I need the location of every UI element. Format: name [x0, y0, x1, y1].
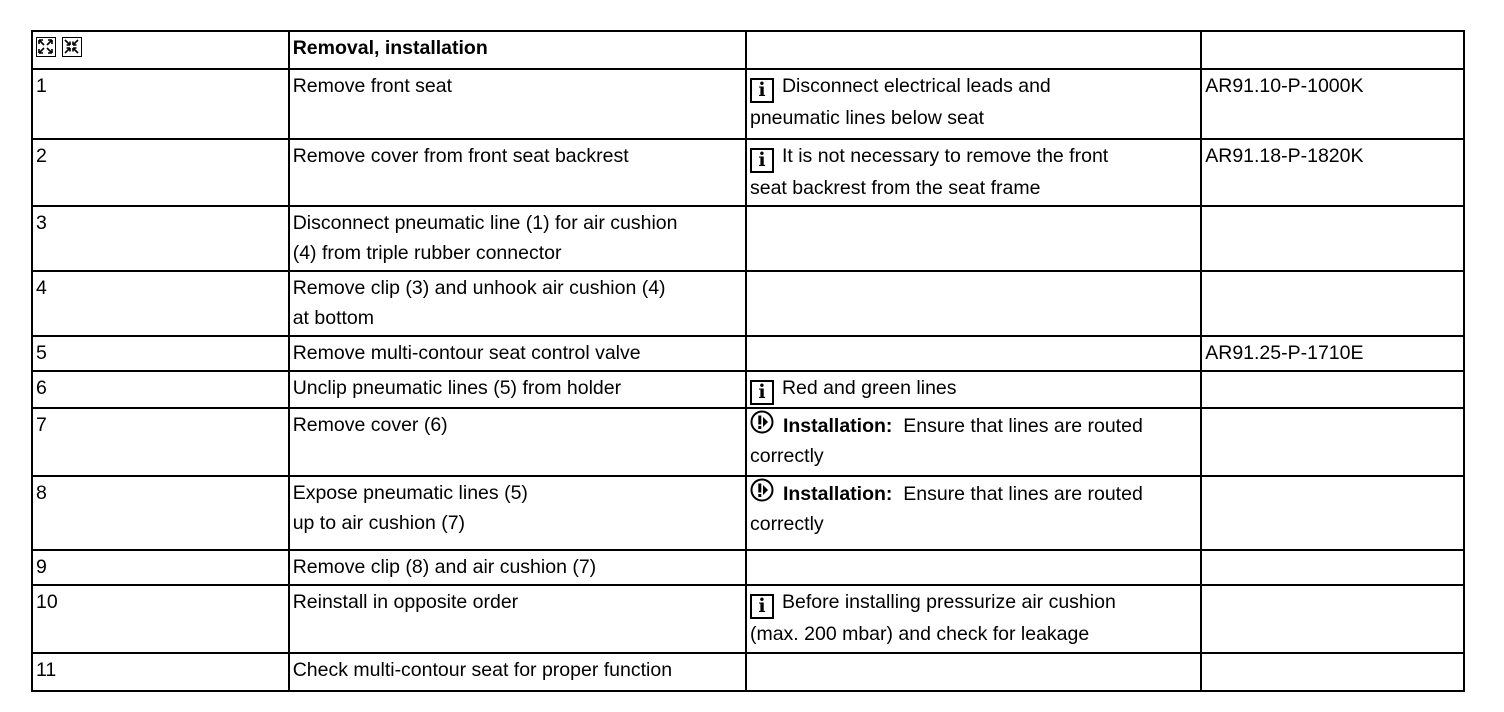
installation-label: Installation: [782, 415, 893, 437]
step-action-line: Disconnect pneumatic line (1) for air cushion [292, 212, 678, 234]
step-note-text: Red and green lines [781, 377, 957, 399]
table-row [32, 476, 1464, 550]
step-action [289, 653, 746, 691]
step-action-line: Remove clip (8) and air cushion (7) [292, 556, 597, 578]
table-row [32, 585, 1464, 653]
step-number: 2 [32, 139, 289, 206]
step-note [746, 206, 1201, 271]
step-action-line: Remove cover (6) [292, 414, 448, 436]
reference-link[interactable]: AR91.18-P-1820K [1201, 139, 1464, 206]
reference-link [1201, 550, 1464, 585]
step-note [746, 336, 1201, 371]
step-action [289, 206, 746, 271]
step-note-line: correctly [749, 445, 824, 467]
step-note-text: Ensure that lines are routed [903, 483, 1143, 505]
step-number: 7 [32, 408, 289, 476]
step-note-text: Before installing pressurize air cushion [781, 591, 1116, 613]
step-note-line [750, 71, 1197, 103]
step-action-line: Check multi-contour seat for proper function [292, 659, 673, 681]
step-action-line: Expose pneumatic lines (5) [292, 482, 528, 504]
step-note [746, 550, 1201, 585]
step-note [746, 371, 1201, 408]
reference-link [1201, 585, 1464, 653]
reference-link [1201, 653, 1464, 691]
step-action [289, 271, 746, 336]
table-row [32, 550, 1464, 585]
step-note-line: (max. 200 mbar) and check for leakage [749, 623, 1090, 645]
step-note-text: It is not necessary to remove the front [781, 145, 1109, 167]
reference-link [1201, 476, 1464, 550]
reference-link[interactable]: AR91.25-P-1710E [1201, 336, 1464, 371]
step-number: 4 [32, 271, 289, 336]
step-note-line [750, 373, 1197, 405]
step-number: 11 [32, 653, 289, 691]
step-note-line [750, 478, 1197, 509]
step-note [746, 139, 1201, 206]
reference-link [1201, 408, 1464, 476]
reference-link [1201, 371, 1464, 408]
step-number: 8 [32, 476, 289, 550]
header-icons-cell [32, 31, 289, 69]
step-number: 3 [32, 206, 289, 271]
installation-warning-icon[interactable] [750, 478, 776, 504]
step-note-line: pneumatic lines below seat [749, 107, 985, 129]
header-empty-cell [1201, 31, 1464, 69]
table-row [32, 69, 1464, 139]
step-number: 9 [32, 550, 289, 585]
step-action-line: (4) from triple rubber connector [292, 242, 562, 264]
info-icon[interactable]: i [750, 148, 774, 173]
step-number: 6 [32, 371, 289, 408]
step-action-line: Unclip pneumatic lines (5) from holder [292, 377, 622, 399]
reference-link [1201, 271, 1464, 336]
step-note-text: Disconnect electrical leads and [781, 75, 1051, 97]
table-row [32, 271, 1464, 336]
step-action-line: up to air cushion (7) [292, 512, 466, 534]
info-icon[interactable]: i [750, 380, 774, 405]
header-empty-cell [746, 31, 1201, 69]
step-note [746, 476, 1201, 550]
step-action [289, 69, 746, 139]
table-row [32, 336, 1464, 371]
collapse-icon[interactable] [62, 37, 82, 57]
table-row [32, 206, 1464, 271]
step-note [746, 653, 1201, 691]
reference-link [1201, 206, 1464, 271]
installation-warning-icon[interactable] [750, 410, 776, 436]
table-row [32, 371, 1464, 408]
procedure-table [31, 30, 1465, 692]
step-note-line [750, 587, 1197, 619]
step-note [746, 69, 1201, 139]
step-number: 5 [32, 336, 289, 371]
table-row [32, 139, 1464, 206]
step-action [289, 550, 746, 585]
step-action-line: Reinstall in opposite order [292, 591, 519, 613]
step-action-line: Remove front seat [292, 75, 453, 97]
step-note-line [750, 141, 1197, 173]
step-action-line: at bottom [292, 307, 374, 329]
step-action [289, 371, 746, 408]
step-note-text: Ensure that lines are routed [903, 415, 1143, 437]
header-row [32, 31, 1464, 69]
step-number: 1 [32, 69, 289, 139]
header-title: Removal, installation [289, 31, 746, 69]
step-note [746, 585, 1201, 653]
step-note [746, 408, 1201, 476]
table-row [32, 653, 1464, 691]
info-icon[interactable]: i [750, 78, 774, 103]
step-action [289, 408, 746, 476]
step-action [289, 139, 746, 206]
installation-label: Installation: [782, 483, 893, 505]
step-note [746, 271, 1201, 336]
step-note-line: correctly [749, 513, 824, 535]
step-note-line [750, 410, 1197, 441]
step-note-line: seat backrest from the seat frame [749, 177, 1041, 199]
reference-link[interactable]: AR91.10-P-1000K [1201, 69, 1464, 139]
step-action-line: Remove multi-contour seat control valve [292, 342, 641, 364]
step-action [289, 585, 746, 653]
step-number: 10 [32, 585, 289, 653]
info-icon[interactable]: i [750, 594, 774, 619]
table-row [32, 408, 1464, 476]
step-action [289, 476, 746, 550]
expand-icon[interactable] [36, 37, 56, 57]
step-action-line: Remove clip (3) and unhook air cushion (4) [292, 277, 666, 299]
step-action-line: Remove cover from front seat backrest [292, 145, 629, 167]
step-action [289, 336, 746, 371]
